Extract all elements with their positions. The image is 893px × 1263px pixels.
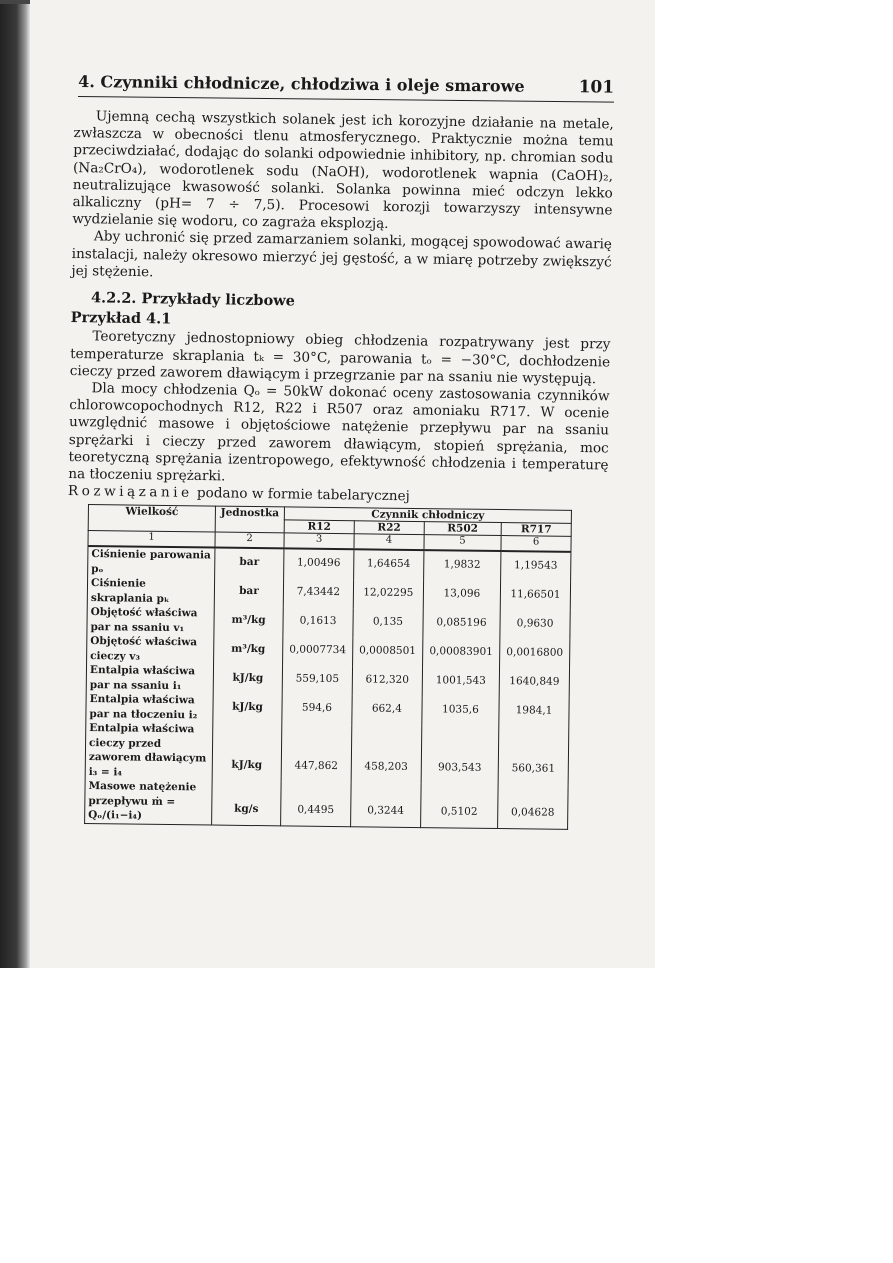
row-unit: m³/kg [214,636,283,666]
header-refrigerant-group: Czynnik chłodniczy [284,507,571,524]
table-cell: 11,66501 [500,581,570,611]
header-r22: R22 [354,521,424,535]
table-cell: 903,543 [421,725,499,784]
table-cell: 0,04628 [498,784,568,829]
table-cell: 1035,6 [422,696,500,726]
row-unit: kJ/kg [213,694,282,724]
row-unit: bar [214,578,283,608]
chapter-title: 4. Czynniki chłodnicze, chłodziwa i oleje smarowe [78,72,525,96]
table-cell: 612,320 [352,666,422,696]
row-label: Entalpia właściwa cieczy przed zaworem dławiącym i₃ = i₄ [85,721,213,781]
header-r502: R502 [424,522,501,536]
table-cell: 458,203 [351,724,422,783]
column-number: 6 [501,536,571,552]
table-cell: 1,19543 [501,551,571,582]
column-number: 2 [215,532,284,548]
table-cell: 0,1613 [283,607,353,637]
table-cell: 0,085196 [423,609,501,639]
column-number: 1 [88,531,215,548]
table-cell: 7,43442 [283,578,353,608]
page-number: 101 [578,77,615,98]
paragraph-cycle: Teoretyczny jednostopniowy obieg chłodzenia rozpatrywany jest przy temperaturze skraplania tₖ = 30°C, parowania tₒ = −30°C, dochłodzenie cieczy przed zaworem dławiącym i przegrzanie par na ssaniu nie występują. [69,328,611,388]
solution-word: Rozwiązanie [67,483,193,502]
table-cell: 1,9832 [423,550,501,581]
table-cell: 0,5102 [420,783,498,828]
row-label: Entalpia właściwa par na tłoczeniu i₂ [86,692,213,723]
refrigerant-table [84,504,572,829]
table-cell: 560,361 [498,726,569,785]
paragraph-freezing: Aby uchronić się przed zamarzaniem solanki, mogącej spowodować awarię instalacji, należy okresowo mierzyć jej gęstość, a w miarę potrzeby zwiększyć jej stężenie. [71,228,613,281]
table-cell: 12,02295 [353,579,423,609]
table-row [85,779,569,829]
header-quantity: Wielkość [88,505,215,533]
solution-rest: podano w formie tabelarycznej [192,485,410,505]
table-cell: 1984,1 [499,697,569,727]
column-number: 3 [284,533,354,549]
row-label: Ciśnienie parowania pₒ [88,546,215,578]
table-cell: 0,0007734 [283,636,353,666]
row-unit: kJ/kg [213,665,282,695]
row-unit: m³/kg [214,607,283,637]
row-unit: bar [215,548,284,579]
example-heading: Przykład 4.1 [70,309,172,328]
column-number: 5 [424,535,501,551]
row-label: Objętość właściwa par na ssaniu v₁ [87,605,214,636]
scan-shadow [0,0,30,968]
table-cell: 0,3244 [350,782,420,827]
paragraph-corrosion: Ujemną cechą wszystkich solanek jest ich korozyjne działanie na metale, zwłaszcza w obecności tlenu atmosferycznego. Praktycznie można temu przeciwdziałać, dodając do solanki odpowiednie inhibitory, np. chromian sodu (Na₂CrO₄), wodorotlenek sodu (NaOH), wodorotlenek wapnia (CaOH)₂, neutralizujące kwasowość solanki. Solanka powinna mieć odczyn lekko alkaliczny (pH= 7 ÷ 7,5). Procesowi korozji towarzyszy intensywne wydzielanie się wodoru, co zagraża eksplozją. [72,108,614,233]
table-cell: 662,4 [352,695,422,725]
table-cell: 559,105 [282,665,352,695]
table-row [85,721,569,785]
table-cell: 13,096 [423,580,501,610]
row-label: Entalpia właściwa par na ssaniu i₁ [86,663,213,694]
row-unit: kg/s [212,781,282,826]
table-cell: 0,9630 [500,610,570,640]
column-number: 4 [354,534,424,550]
table-cell: 0,00083901 [422,638,500,668]
row-label: Objętość właściwa cieczy v₃ [87,634,214,665]
table-cell: 0,4495 [281,781,351,826]
table-cell: 0,0016800 [500,639,570,669]
paragraph-task: Dla mocy chłodzenia Qₒ = 50kW dokonać oceny zastosowania czynników chlorowcopochodnych R12, R22 i R507 oraz amoniaku R717. W ocenie uwzględnić masowe i objętościowe natężenie przepływu par na ssaniu sprężarki i cieczy przed zaworem dławiącym, stopień sprężania, moc teoretyczną sprężania izentropowego, efektywność chłodzenia i temperaturę na tłoczeniu sprężarki. [68,380,610,485]
header-unit: Jednostka [215,506,284,533]
table-cell: 0,135 [353,608,423,638]
table-cell: 594,6 [282,694,352,724]
table-cell: 0,0008501 [352,637,422,667]
section-heading: 4.2.2. Przykłady liczbowe [90,289,296,310]
table-cell: 1,64654 [354,549,424,580]
table-cell: 1001,543 [422,667,500,697]
body-text [68,108,614,509]
row-unit: kJ/kg [212,723,282,782]
table-cell: 447,862 [281,723,352,782]
row-label: Ciśnienie skraplania pₖ [87,576,214,607]
table-cell: 1640,849 [499,668,569,698]
header-r12: R12 [284,520,354,534]
table-cell: 1,00496 [284,548,354,579]
row-label: Masowe natężenie przepływu ṁ = Qₒ/(i₁−i₄) [85,779,213,825]
header-r717: R717 [501,523,571,537]
